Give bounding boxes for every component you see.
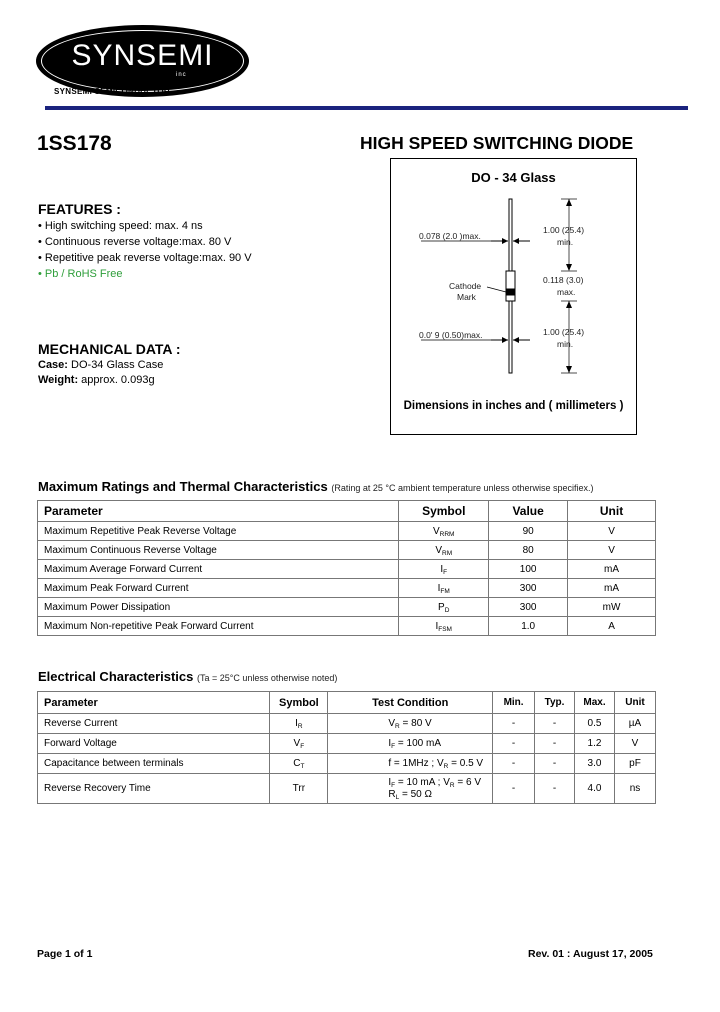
elec-col-symbol: Symbol (270, 692, 328, 714)
ratings-param: Maximum Average Forward Current (38, 560, 399, 579)
table-row (38, 541, 656, 560)
elec-condition: $V_R = 80$ V (328, 714, 493, 734)
dim-body-max: max. (557, 287, 576, 297)
elec-col-max: Max. (575, 692, 615, 714)
dim-lead-top: 0.078 (2.0 )max. (419, 231, 481, 241)
ratings-col-unit: Unit (568, 501, 656, 522)
ratings-symbol: $I_{FSM}$ (399, 617, 489, 636)
elec-typ: - (535, 754, 575, 774)
ratings-value: 100 (489, 560, 568, 579)
elec-max: 0.5 (575, 714, 615, 734)
table-row (38, 560, 656, 579)
elec-unit: pF (614, 754, 655, 774)
ratings-symbol: $I_{FM}$ (399, 579, 489, 598)
diode-body (506, 271, 515, 301)
elec-condition: f = 1MHz ; $V_R = 0.5$ V (328, 754, 493, 774)
elec-typ: - (535, 734, 575, 754)
ratings-symbol: $P_D$ (399, 598, 489, 617)
ratings-symbol: $V_{RRM}$ (399, 522, 489, 541)
package-drawing (390, 158, 637, 435)
ratings-table (37, 500, 656, 636)
ratings-note: (Rating at 25 °C ambient temperature unless otherwise specifiex.) (331, 483, 594, 493)
feature-rohs: • Pb / RoHS Free (38, 268, 123, 280)
elec-min: - (493, 754, 535, 774)
electrical-title-text: Electrical Characteristics (38, 669, 194, 684)
mechanical-weight (38, 372, 155, 388)
ratings-value: 300 (489, 579, 568, 598)
part-number: 1SS178 (37, 132, 112, 155)
table-row (38, 579, 656, 598)
elec-min: - (493, 734, 535, 754)
ratings-param: Maximum Peak Forward Current (38, 579, 399, 598)
feature-item: • Continuous reverse voltage:max. 80 V (38, 236, 232, 248)
elec-max: 4.0 (575, 774, 615, 804)
table-row (38, 617, 656, 636)
elec-param: Forward Voltage (38, 734, 270, 754)
table-row (38, 714, 656, 734)
table-row (38, 598, 656, 617)
company-name: SYNSEMI SEMICONDUCTOR (54, 87, 170, 96)
ratings-param: Maximum Power Dissipation (38, 598, 399, 617)
elec-unit: V (614, 734, 655, 754)
elec-param: Capacitance between terminals (38, 754, 270, 774)
ratings-col-parameter: Parameter (38, 501, 399, 522)
mechanical-heading: MECHANICAL DATA : (38, 341, 181, 357)
ratings-symbol: $V_{RM}$ (399, 541, 489, 560)
elec-symbol: $V_F$ (270, 734, 328, 754)
features-list (38, 218, 252, 282)
elec-unit: ns (614, 774, 655, 804)
elec-col-condition: Test Condition (328, 692, 493, 714)
page-title: HIGH SPEED SWITCHING DIODE (360, 133, 634, 153)
logo-text: SYNSEMI (71, 39, 214, 72)
elec-typ: - (535, 774, 575, 804)
ratings-col-value: Value (489, 501, 568, 522)
ratings-unit: mA (568, 579, 656, 598)
case-value: DO-34 Glass Case (67, 359, 164, 371)
table-row (38, 734, 656, 754)
elec-max: 3.0 (575, 754, 615, 774)
elec-unit: µA (614, 714, 655, 734)
ratings-unit: V (568, 541, 656, 560)
weight-label: Weight: (38, 374, 79, 386)
cathode-mark-label: Mark (457, 292, 476, 302)
case-label: Case: (38, 359, 68, 371)
dimensions-caption: Dimensions in inches and ( millimeters ) (403, 400, 624, 412)
elec-condition: $I_F = 100$ mA (328, 734, 493, 754)
elec-col-unit: Unit (614, 692, 655, 714)
bottom-lead (509, 301, 512, 373)
elec-symbol: $C_T$ (270, 754, 328, 774)
cathode-band (506, 289, 515, 295)
ratings-unit: A (568, 617, 656, 636)
header-rule (45, 106, 688, 110)
dim-body: 0.118 (3.0) (543, 275, 584, 285)
ratings-header-row (38, 501, 656, 522)
ratings-value: 300 (489, 598, 568, 617)
ratings-param: Maximum Repetitive Peak Reverse Voltage (38, 522, 399, 541)
ratings-unit: mW (568, 598, 656, 617)
ratings-param: Maximum Non-repetitive Peak Forward Current (38, 617, 399, 636)
electrical-table (37, 691, 656, 804)
elec-col-parameter: Parameter (38, 692, 270, 714)
ratings-unit: V (568, 522, 656, 541)
dim-len-bot-min: min. (557, 339, 574, 349)
elec-min: - (493, 714, 535, 734)
elec-col-min: Min. (493, 692, 535, 714)
diode-outline-svg (391, 159, 636, 434)
ratings-symbol: $I_F$ (399, 560, 489, 579)
electrical-title (38, 669, 337, 684)
dim-lead-bot: 0.0' 9 (0.50)max. (419, 330, 483, 340)
elec-param: Reverse Current (38, 714, 270, 734)
ratings-value: 90 (489, 522, 568, 541)
mechanical-case (38, 357, 163, 373)
electrical-header-row (38, 692, 656, 714)
ratings-title (38, 479, 594, 494)
logo-inc: inc (176, 72, 187, 78)
cathode-label: Cathode (449, 281, 482, 291)
elec-symbol: $I_R$ (270, 714, 328, 734)
revision: Rev. 01 : August 17, 2005 (528, 948, 653, 960)
dim-len-bot: 1.00 (25.4) (543, 327, 585, 337)
weight-value: approx. 0.093g (78, 374, 155, 386)
table-row (38, 774, 656, 804)
feature-item: • High switching speed: max. 4 ns (38, 220, 203, 232)
elec-condition: $I_F = 10$ mA ; $V_R = 6$ V $R_L = 50$ Ω (328, 774, 493, 804)
feature-item: • Repetitive peak reverse voltage:max. 90 V (38, 252, 252, 264)
ratings-col-symbol: Symbol (399, 501, 489, 522)
page-number: Page 1 of 1 (37, 948, 93, 960)
top-lead (509, 199, 512, 271)
dim-len-top: 1.00 (25.4) (543, 225, 585, 235)
elec-max: 1.2 (575, 734, 615, 754)
ratings-title-text: Maximum Ratings and Thermal Characteristics (38, 479, 328, 494)
table-row (38, 754, 656, 774)
table-row (38, 522, 656, 541)
ratings-value: 1.0 (489, 617, 568, 636)
elec-typ: - (535, 714, 575, 734)
dim-len-top-min: min. (557, 237, 574, 247)
package-title: DO - 34 Glass (471, 170, 556, 185)
elec-min: - (493, 774, 535, 804)
features-heading: FEATURES : (38, 201, 121, 217)
ratings-param: Maximum Continuous Reverse Voltage (38, 541, 399, 560)
elec-symbol: Trr (270, 774, 328, 804)
elec-col-typ: Typ. (535, 692, 575, 714)
electrical-note: (Ta = 25°C unless otherwise noted) (197, 673, 338, 683)
elec-param: Reverse Recovery Time (38, 774, 270, 804)
ratings-value: 80 (489, 541, 568, 560)
ratings-unit: mA (568, 560, 656, 579)
